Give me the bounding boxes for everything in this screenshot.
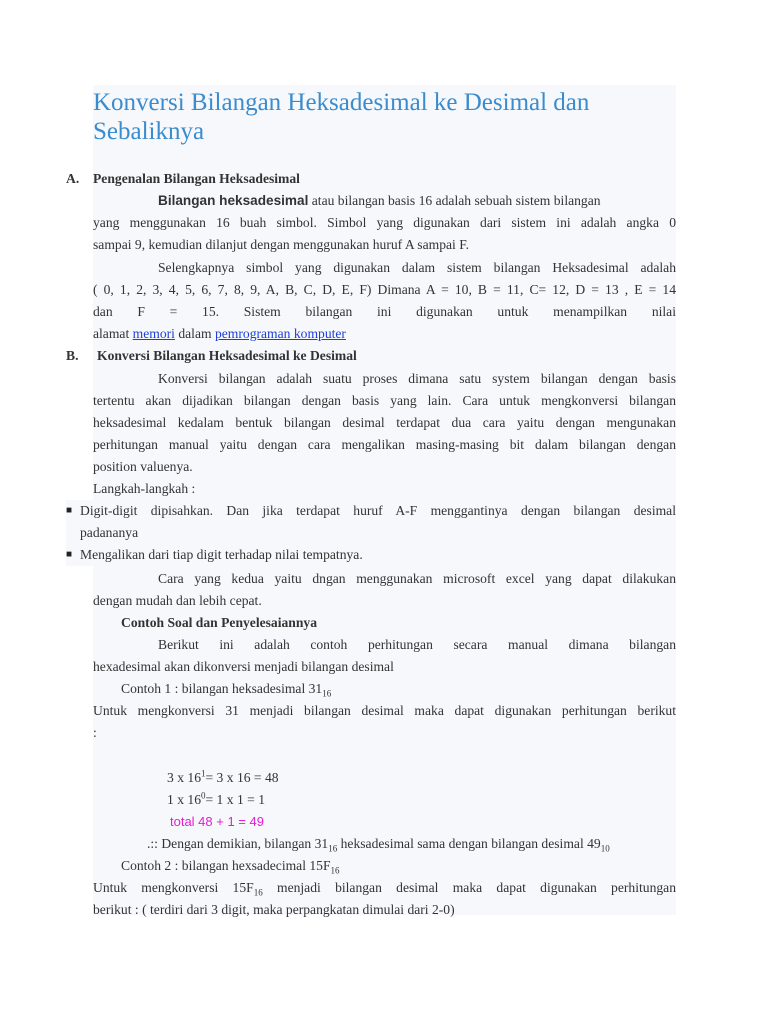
- calc1-a: 3 x 16: [167, 770, 201, 785]
- alamat-text: alamat: [93, 326, 130, 341]
- example1-line2: :: [93, 725, 97, 740]
- section-b-heading: Konversi Bilangan Heksadesimal ke Desimal: [97, 348, 357, 363]
- example2-subscript: 16: [330, 865, 340, 876]
- calc1-b: = 3 x 16 = 48: [205, 770, 279, 785]
- conclusion-sub2: 10: [600, 843, 610, 854]
- example2-line2: berikut : ( terdiri dari 3 digit, maka perpangkatan dimulai dari 2-0): [93, 902, 455, 917]
- page-title: Konversi Bilangan Heksadesimal ke Desimal dan Sebaliknya: [93, 89, 590, 145]
- example1-label-text: Contoh 1 : bilangan heksadesimal 31: [121, 681, 323, 696]
- section-b-p3-line2: hexadesimal akan dikonversi menjadi bilangan desimal: [93, 659, 394, 674]
- calc-line2: [167, 789, 265, 811]
- example1-line1: Untuk mengkonversi 31 menjadi bilangan desimal maka dapat digunakan perhitungan berikut: [93, 703, 676, 718]
- bullet1-line2: padananya: [80, 525, 139, 540]
- calc-line1: [167, 767, 279, 789]
- section-b-p1-line5: position valuenya.: [93, 459, 193, 474]
- steps-label: Langkah-langkah :: [93, 481, 196, 496]
- total-line: total 48 + 1 = 49: [170, 814, 264, 829]
- link-pemrograman-komputer[interactable]: pemrograman komputer: [214, 326, 346, 341]
- example2-line1-pre: Untuk mengkonversi 15F: [93, 880, 254, 895]
- example-heading: Contoh Soal dan Penyelesaiannya: [121, 615, 318, 630]
- bullet-icon: ■: [66, 505, 73, 516]
- section-a-p2-line4: [93, 323, 346, 345]
- example2-line1-post: menjadi bilangan desimal maka dapat digunakan perhitungan: [277, 880, 676, 895]
- conclusion-sub1: 16: [328, 843, 338, 854]
- calc1-sup: 1: [200, 768, 206, 779]
- conclusion-pre: .:: Dengan demikian, bilangan 31: [147, 836, 329, 851]
- link-memori[interactable]: memori: [132, 326, 175, 341]
- section-b-p2-line2: dengan mudah dan lebih cepat.: [93, 593, 262, 608]
- section-b-marker: B.: [66, 348, 79, 363]
- section-a-heading: Pengenalan Bilangan Heksadesimal: [93, 171, 300, 186]
- section-a-p2-line1: Selengkapnya simbol yang digunakan dalam sistem bilangan Heksadesimal adalah: [158, 260, 676, 275]
- section-a-p1-line3: sampai 9, kemudian dilanjut dengan menggunakan huruf A sampai F.: [93, 237, 470, 252]
- section-a-p2-line2: ( 0, 1, 2, 3, 4, 5, 6, 7, 8, 9, A, B, C, D, E, F) Dimana A = 10, B = 11, C= 12, D = 13 , E = 14: [93, 282, 676, 297]
- calc2-b: = 1 x 1 = 1: [205, 792, 265, 807]
- bullet2: Mengalikan dari tiap digit terhadap nilai tempatnya.: [80, 547, 363, 562]
- calc2-a: 1 x 16: [167, 792, 201, 807]
- section-b-p3-line1: Berikut ini adalah contoh perhitungan secara manual dimana bilangan: [158, 637, 676, 652]
- example2-line1: [93, 877, 676, 899]
- conclusion-mid: heksadesimal sama dengan bilangan desimal 49: [337, 836, 601, 851]
- section-a-p1-line2: yang menggunakan 16 buah simbol. Simbol yang digunakan dari sistem ini adalah angka 0: [93, 215, 676, 230]
- example1-label: [121, 678, 331, 700]
- section-a-marker: A.: [66, 171, 80, 186]
- p1-line1-text: atau bilangan basis 16 adalah sebuah sistem bilangan: [311, 193, 601, 208]
- example2-line1-sub: 16: [253, 887, 263, 898]
- section-b-p1-line3: heksadesimal kedalam bentuk bilangan desimal terdapat dua cara yaitu dengan mengunakan: [93, 415, 676, 430]
- section-a-p2-line3: dan F = 15. Sistem bilangan ini digunakan untuk menampilkan nilai: [93, 304, 676, 319]
- section-a-p1-line1: [158, 190, 676, 212]
- example2-label-text: Contoh 2 : bilangan hexsadecimal 15F: [121, 858, 331, 873]
- section-b-p2-line1: Cara yang kedua yaitu dngan menggunakan microsoft excel yang dapat dilakukan: [158, 571, 676, 586]
- calc2-sup: 0: [200, 790, 206, 801]
- section-b-p1-line4: perhitungan manual yaitu dengan cara mengalikan masing-masing bit dalam bilangan dengan: [93, 437, 676, 452]
- example1-subscript: 16: [322, 688, 332, 699]
- bold-term: Bilangan heksadesimal: [158, 193, 309, 208]
- conclusion-line: [147, 833, 610, 855]
- section-b-p1-line2: tertentu akan dijadikan bilangan dengan basis yang lain. Cara untuk mengkonversi bilangan: [93, 393, 676, 408]
- bullet-icon: ■: [66, 549, 73, 560]
- example2-label: [121, 855, 340, 877]
- section-b-p1-line1: Konversi bilangan adalah suatu proses dimana satu system bilangan dengan basis: [158, 371, 676, 386]
- dalam-text: dalam: [178, 326, 212, 341]
- bullet1-line1: Digit-digit dipisahkan. Dan jika terdapat huruf A-F menggantinya dengan bilangan desimal: [80, 503, 676, 518]
